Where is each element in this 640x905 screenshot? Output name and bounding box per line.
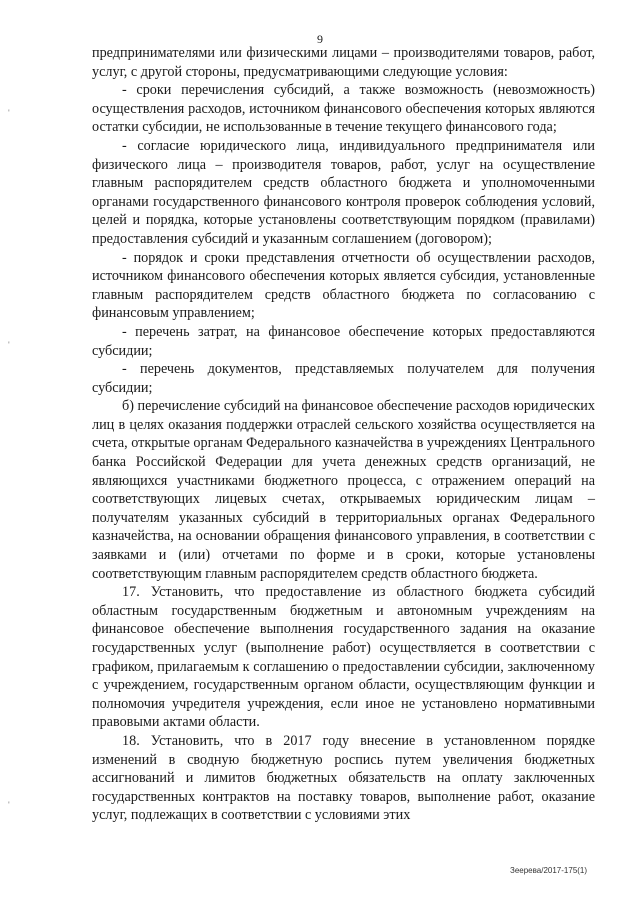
document-body bbox=[92, 44, 595, 825]
paragraph-item-b: б) перечисление субсидий на финансовое обеспечение расходов юридических лиц в целях оказания поддержки отраслей сельского хозяйства осуществляется на счета, открытые органам Федерального казначейства в учреждениях Центрального банка Российской Федерации для учета денежных средств организаций, не являющихся участниками бюджетного процесса, с отражением операций на соответствующих лицевых счетах, открываемых юридическим лицам – получателям указанных субсидий в территориальных органах Федерального казначейства, на основании обращения финансового управления, в соответствии с заявками и (или) отчетами по форме и в сроки, которые установлены соответствующим главным распорядителем средств областного бюджета. bbox=[92, 398, 595, 582]
page-number: 9 bbox=[317, 32, 323, 46]
paragraph-item-18: 18. Установить, что в 2017 году внесение в установленном порядке изменений в сводную бюджетную роспись путем увеличения бюджетных ассигнований и лимитов бюджетных обязательств на оплату заключенных государственных контрактов на поставку товаров, выполнение работ, оказание услуг, подлежащих в соответствии с условиями этих bbox=[92, 732, 595, 824]
document-footer-code: Зеерева/2017-175(1) bbox=[510, 866, 588, 875]
paragraph-document-list: - перечень документов, представляемых получателем для получения субсидии; bbox=[92, 361, 595, 396]
paragraph-subsidy-terms: - сроки перечисления субсидий, а также возможность (невозможность) осуществления расходов, источником финансового обеспечения которых являются остатки субсидии, не использованные в течение текущего финансового года; bbox=[92, 82, 595, 136]
paragraph-item-17: 17. Установить, что предоставление из областного бюджета субсидий областным государственным бюджетным и автономным учреждениям на финансовое обеспечение выполнения государственного задания на оказание государственных услуг (выполнение работ) осуществляется в соответствии с графиком, прилагаемым к соглашению о предоставлении субсидии, заключенному с учреждением, государственным органом области, осуществляющим функции и полномочия учредителя учреждения, если иное не установлено нормативными правовыми актами области. bbox=[92, 584, 595, 731]
margin-mark: ' bbox=[8, 108, 10, 118]
paragraph-continuation: предпринимателями или физическими лицами – производителями товаров, работ, услуг, с другой стороны, предусматривающими следующие условия: bbox=[92, 45, 595, 80]
margin-mark: ' bbox=[8, 340, 10, 350]
margin-mark: ' bbox=[8, 800, 10, 810]
paragraph-control-consent: - согласие юридического лица, индивидуального предпринимателя или физического лица – производителя товаров, работ, услуг на осуществление главным распорядителем средств областного бюджета и уполномоченными органами государственного финансового контроля проверок соблюдения условий, целей и порядка, которые установлены соответствующим порядком (правилами) предоставления субсидий и указанным соглашением (договором); bbox=[92, 137, 595, 247]
paragraph-reporting-procedure: - порядок и сроки представления отчетности об осуществлении расходов, источником финансового обеспечения которых является субсидия, установленные главным распорядителем средств областного бюджета по согласованию с финансовым управлением; bbox=[92, 249, 595, 322]
paragraph-cost-list: - перечень затрат, на финансовое обеспечение которых предоставляются субсидии; bbox=[92, 323, 595, 359]
